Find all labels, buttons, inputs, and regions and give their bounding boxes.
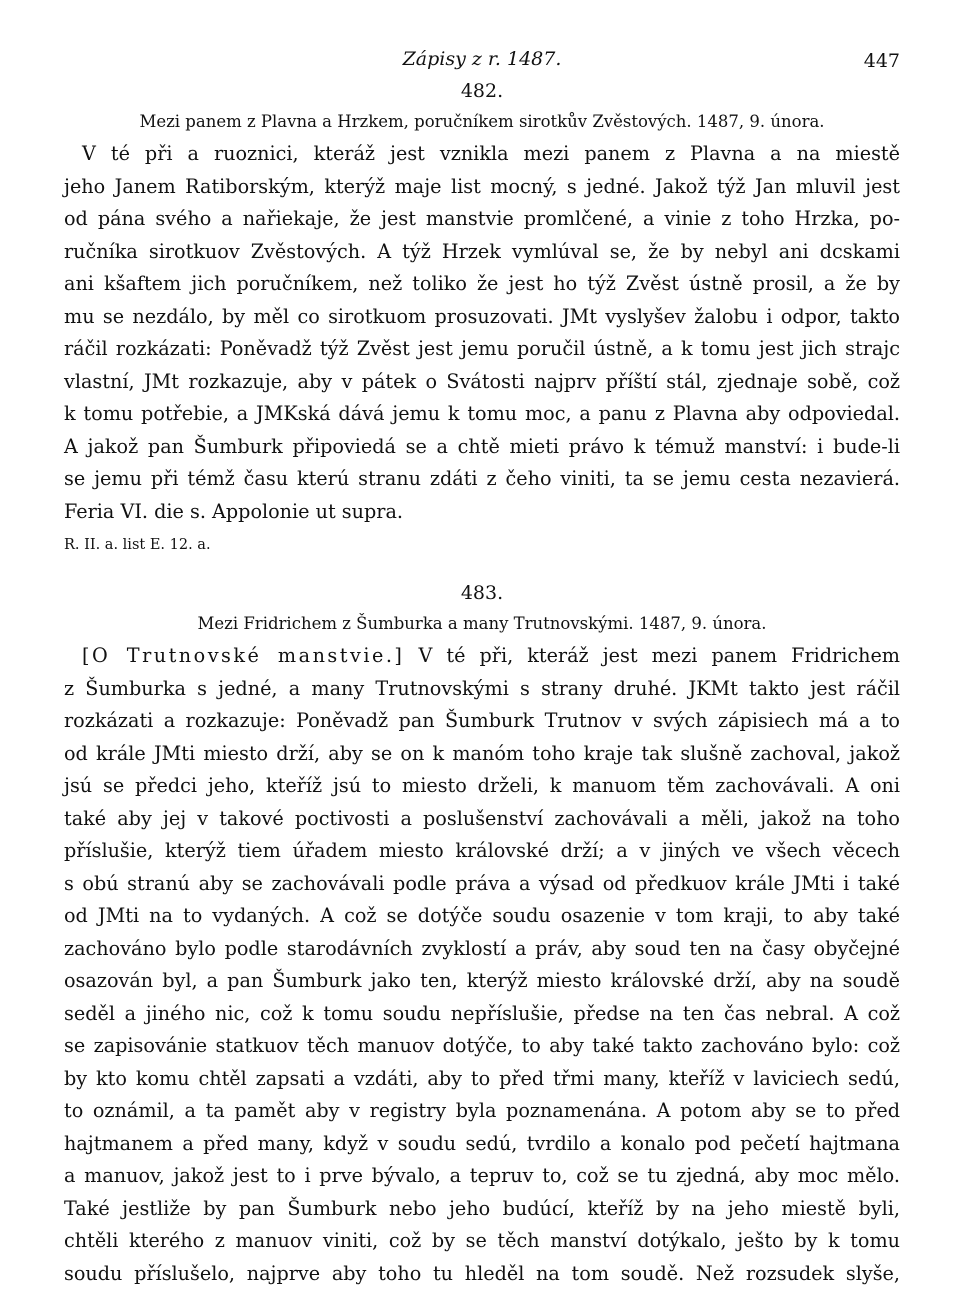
- spaced-title: [O Trutnovské manstvie.]: [82, 644, 404, 667]
- text-line: Také jestliže by pan Šumburk nebo jeho budúcí, kteříž by na jeho miestě byli,: [64, 1193, 900, 1226]
- running-head: [64, 44, 900, 78]
- text-line: z Šumburka s jedné, a many Trutnovskými s strany druhé. JKMt takto jest ráčil: [64, 673, 900, 706]
- entry-number: 483.: [64, 580, 900, 606]
- entry-heading: Mezi panem z Plavna a Hrzkem, poručníkem sirotkův Zvěstových. 1487, 9. února.: [64, 110, 900, 134]
- text-line: také aby jej v takové poctivosti a poslušenství zachovávali a měli, jakož na toho: [64, 803, 900, 836]
- text-line: mu se nezdálo, by měl co sirotkuom prosuzovati. JMt vyslyšev žalobu i odpor, takto: [64, 301, 900, 334]
- text-line: Feria VI. die s. Appolonie ut supra.: [64, 496, 900, 529]
- text-line: to oznámil, a ta pamět aby v registry byla poznamenána. A potom aby se to před: [64, 1095, 900, 1128]
- text-line: osazován byl, a pan Šumburk jako ten, kterýž miesto královské drží, aby na soudě: [64, 965, 900, 998]
- text-line: ručníka sirotkuov Zvěstových. A týž Hrzek vymlúval se, že by nebyl ani dcskami: [64, 236, 900, 269]
- text-line: seděl a jiného nic, což k tomu soudu nepříslušie, předse na ten čas nebral. A což: [64, 998, 900, 1031]
- text-line: hajtmanem a před many, když v soudu sedú, tvrdilo a konalo pod pečetí hajtmana: [64, 1128, 900, 1161]
- page-number: 447: [864, 50, 900, 72]
- text-line: se jemu při témž času kterú stranu zdáti z čeho viniti, ta se jemu cesta nezavierá.: [64, 463, 900, 496]
- text-line: k tomu potřebie, a JMKská dává jemu k tomu moc, a panu z Plavna aby odpoviedal.: [64, 398, 900, 431]
- first-line-rest: V té při, kteráž jest mezi panem Fridrichem: [418, 644, 900, 667]
- text-line: ráčil rozkázati: Poněvadž týž Zvěst jest jemu poručil ústně, a k tomu jest jich strajc: [64, 333, 900, 366]
- entry-body: [64, 640, 900, 1290]
- text-line: rozkázati a rozkazuje: Poněvadž pan Šumburk Trutnov v svých zápisiech má a to: [64, 705, 900, 738]
- entry-number: 482.: [64, 78, 900, 104]
- text-line: se zapisovánie statkuov těch manuov dotýče, to aby také takto zachováno bylo: což: [64, 1030, 900, 1063]
- text-line: vlastní, JMt rozkazuje, aby v pátek o Svátosti najprv příští stál, zjednaje sobě, což: [64, 366, 900, 399]
- text-line: od pána svého a nařiekaje, že jest manstvie promlčené, a vinie z toho Hrzka, po-: [64, 203, 900, 236]
- text-line: s obú stranú aby se zachovávali podle práva a výsad od předkuov krále JMti i také: [64, 868, 900, 901]
- text-line: ani kšaftem jich poručníkem, než toliko že jest ho týž Zvěst ústně prosil, a že by: [64, 268, 900, 301]
- entry-body: [64, 138, 900, 528]
- text-line: A jakož pan Šumburk připoviedá se a chtě mieti právo k témuž manství: i bude-li: [64, 431, 900, 464]
- text-line: od JMti na to vydaných. A což se dotýče soudu osazenie v tom kraji, to aby také: [64, 900, 900, 933]
- text-line: příslušie, kterýž tiem úřadem miesto královské drží; a v jiných ve všech věcech: [64, 835, 900, 868]
- running-title: Zápisy z r. 1487.: [64, 48, 900, 70]
- source-note: R. II. a. list E. 12. a.: [64, 534, 900, 556]
- text-line: a manuov, jakož jest to i prve bývalo, a tepruv to, což se tu zjedná, aby moc mělo.: [64, 1160, 900, 1193]
- text-line: zachováno bylo podle starodávních zvyklostí a práv, aby soud ten na časy obyčejné: [64, 933, 900, 966]
- text-line: chtěli kterého z manuov viniti, což by se těch manství dotýkalo, ješto by k tomu: [64, 1225, 900, 1258]
- entry-heading: Mezi Fridrichem z Šumburka a many Trutnovskými. 1487, 9. února.: [64, 612, 900, 636]
- text-line: by kto komu chtěl zapsati a vzdáti, aby to před třmi many, kteříž v laviciech sedú,: [64, 1063, 900, 1096]
- text-line: od krále JMti miesto drží, aby se on k manóm toho kraje tak slušně zachoval, jakož: [64, 738, 900, 771]
- document-page: [64, 44, 900, 1290]
- text-line: jsú se předci jeho, kteříž jsú to miesto drželi, k manuom těm zachovávali. A oni: [64, 770, 900, 803]
- text-line: soudu příslušelo, najprve aby toho tu hleděl na tom soudě. Než rozsudek slyše,: [64, 1258, 900, 1290]
- entry-482: [64, 78, 900, 556]
- entry-483: [64, 580, 900, 1290]
- text-line: V té při a ruoznici, kteráž jest vznikla mezi panem z Plavna a na miestě: [64, 138, 900, 171]
- text-line-first: [64, 640, 900, 673]
- text-line: jeho Janem Ratiborským, kterýž maje list mocný, s jedné. Jakož týž Jan mluvil jest: [64, 171, 900, 204]
